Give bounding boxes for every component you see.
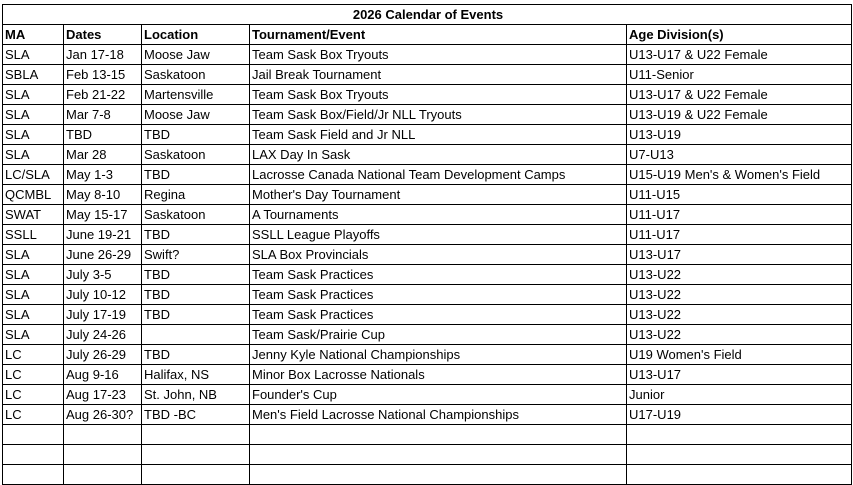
cell-event[interactable] — [250, 445, 627, 465]
cell-age-division[interactable] — [627, 425, 852, 445]
cell-age-division[interactable]: U19 Women's Field — [627, 345, 852, 365]
cell-ma[interactable]: QCMBL — [3, 185, 64, 205]
cell-ma[interactable]: SLA — [3, 105, 64, 125]
cell-dates[interactable]: TBD — [64, 125, 142, 145]
cell-event[interactable]: Team Sask Box/Field/Jr NLL Tryouts — [250, 105, 627, 125]
table-row — [3, 265, 852, 285]
title-row — [3, 5, 852, 25]
cell-age-division[interactable] — [627, 445, 852, 465]
cell-location[interactable] — [142, 465, 250, 485]
header-location[interactable]: Location — [142, 25, 250, 45]
cell-location[interactable]: TBD -BC — [142, 405, 250, 425]
cell-age-division[interactable]: U13-U17 & U22 Female — [627, 45, 852, 65]
cell-dates[interactable] — [64, 425, 142, 445]
table-row — [3, 225, 852, 245]
cell-event[interactable]: Team Sask Practices — [250, 285, 627, 305]
table-row — [3, 125, 852, 145]
cell-event[interactable]: LAX Day In Sask — [250, 145, 627, 165]
cell-age-division[interactable]: U7-U13 — [627, 145, 852, 165]
table-row — [3, 385, 852, 405]
events-calendar-table — [2, 4, 852, 485]
cell-location[interactable]: Saskatoon — [142, 145, 250, 165]
header-ma[interactable]: MA — [3, 25, 64, 45]
cell-event[interactable]: SSLL League Playoffs — [250, 225, 627, 245]
cell-ma[interactable]: SLA — [3, 125, 64, 145]
cell-event[interactable] — [250, 425, 627, 445]
cell-age-division[interactable]: U13-U22 — [627, 325, 852, 345]
cell-location[interactable]: Martensville — [142, 85, 250, 105]
header-event[interactable]: Tournament/Event — [250, 25, 627, 45]
cell-event[interactable]: Jail Break Tournament — [250, 65, 627, 85]
cell-ma[interactable]: SLA — [3, 285, 64, 305]
cell-event[interactable]: A Tournaments — [250, 205, 627, 225]
cell-age-division[interactable]: Junior — [627, 385, 852, 405]
table-row — [3, 325, 852, 345]
calendar-title[interactable]: 2026 Calendar of Events — [3, 5, 852, 25]
cell-age-division[interactable]: U15-U19 Men's & Women's Field — [627, 165, 852, 185]
cell-age-division[interactable]: U13-U19 — [627, 125, 852, 145]
cell-event[interactable]: Team Sask Practices — [250, 265, 627, 285]
cell-age-division[interactable]: U13-U17 & U22 Female — [627, 85, 852, 105]
cell-ma[interactable] — [3, 465, 64, 485]
cell-age-division[interactable]: U11-U17 — [627, 205, 852, 225]
table-row — [3, 365, 852, 385]
cell-ma[interactable]: LC — [3, 405, 64, 425]
cell-dates[interactable]: Feb 21-22 — [64, 85, 142, 105]
cell-ma[interactable]: SLA — [3, 85, 64, 105]
cell-ma[interactable]: SLA — [3, 305, 64, 325]
cell-dates[interactable]: Aug 26-30? — [64, 405, 142, 425]
cell-location[interactable] — [142, 445, 250, 465]
cell-ma[interactable]: SLA — [3, 45, 64, 65]
cell-dates[interactable]: Mar 7-8 — [64, 105, 142, 125]
cell-dates[interactable] — [64, 445, 142, 465]
cell-ma[interactable] — [3, 445, 64, 465]
cell-event[interactable]: Team Sask Box Tryouts — [250, 45, 627, 65]
header-dates[interactable]: Dates — [64, 25, 142, 45]
cell-location[interactable] — [142, 325, 250, 345]
cell-age-division[interactable]: U13-U17 — [627, 245, 852, 265]
cell-ma[interactable]: LC — [3, 345, 64, 365]
cell-dates[interactable]: Aug 17-23 — [64, 385, 142, 405]
table-row — [3, 405, 852, 425]
cell-age-division[interactable]: U13-U19 & U22 Female — [627, 105, 852, 125]
cell-location[interactable]: TBD — [142, 345, 250, 365]
cell-location[interactable]: Moose Jaw — [142, 105, 250, 125]
cell-dates[interactable]: Aug 9-16 — [64, 365, 142, 385]
cell-age-division[interactable]: U13-U22 — [627, 265, 852, 285]
table-row — [3, 145, 852, 165]
table-row — [3, 105, 852, 125]
cell-event[interactable]: Founder's Cup — [250, 385, 627, 405]
cell-age-division[interactable]: U11-U17 — [627, 225, 852, 245]
cell-location[interactable]: Saskatoon — [142, 205, 250, 225]
cell-location[interactable]: TBD — [142, 305, 250, 325]
cell-location[interactable]: TBD — [142, 225, 250, 245]
cell-location[interactable]: TBD — [142, 125, 250, 145]
cell-dates[interactable]: July 24-26 — [64, 325, 142, 345]
table-row — [3, 425, 852, 445]
table-row — [3, 85, 852, 105]
header-age-division[interactable]: Age Division(s) — [627, 25, 852, 45]
header-row — [3, 25, 852, 45]
cell-event[interactable]: Men's Field Lacrosse National Championships — [250, 405, 627, 425]
cell-dates[interactable]: July 3-5 — [64, 265, 142, 285]
cell-event[interactable] — [250, 465, 627, 485]
cell-dates[interactable]: May 8-10 — [64, 185, 142, 205]
cell-dates[interactable]: July 26-29 — [64, 345, 142, 365]
table-row — [3, 165, 852, 185]
cell-event[interactable]: SLA Box Provincials — [250, 245, 627, 265]
table-row — [3, 45, 852, 65]
cell-location[interactable]: Moose Jaw — [142, 45, 250, 65]
table-row — [3, 445, 852, 465]
cell-event[interactable]: Team Sask Field and Jr NLL — [250, 125, 627, 145]
table-row — [3, 245, 852, 265]
cell-dates[interactable]: June 19-21 — [64, 225, 142, 245]
cell-dates[interactable]: Mar 28 — [64, 145, 142, 165]
cell-location[interactable]: Regina — [142, 185, 250, 205]
cell-location[interactable]: Halifax, NS — [142, 365, 250, 385]
cell-event[interactable]: Team Sask Box Tryouts — [250, 85, 627, 105]
cell-age-division[interactable]: U17-U19 — [627, 405, 852, 425]
table-row — [3, 185, 852, 205]
table-row — [3, 285, 852, 305]
cell-ma[interactable]: LC/SLA — [3, 165, 64, 185]
cell-age-division[interactable] — [627, 465, 852, 485]
cell-ma[interactable]: SLA — [3, 245, 64, 265]
cell-age-division[interactable]: U11-Senior — [627, 65, 852, 85]
cell-location[interactable]: TBD — [142, 285, 250, 305]
cell-location[interactable]: Saskatoon — [142, 65, 250, 85]
cell-location[interactable] — [142, 425, 250, 445]
cell-location[interactable]: TBD — [142, 265, 250, 285]
cell-dates[interactable]: May 15-17 — [64, 205, 142, 225]
cell-dates[interactable]: May 1-3 — [64, 165, 142, 185]
table-row — [3, 305, 852, 325]
cell-ma[interactable]: SSLL — [3, 225, 64, 245]
cell-location[interactable]: Swift? — [142, 245, 250, 265]
cell-ma[interactable]: SLA — [3, 325, 64, 345]
cell-event[interactable]: Jenny Kyle National Championships — [250, 345, 627, 365]
cell-dates[interactable]: Feb 13-15 — [64, 65, 142, 85]
cell-ma[interactable]: SWAT — [3, 205, 64, 225]
cell-event[interactable]: Lacrosse Canada National Team Development Camps — [250, 165, 627, 185]
cell-ma[interactable]: LC — [3, 365, 64, 385]
cell-ma[interactable]: SLA — [3, 265, 64, 285]
table-row — [3, 465, 852, 485]
cell-event[interactable]: Mother's Day Tournament — [250, 185, 627, 205]
cell-ma[interactable]: LC — [3, 385, 64, 405]
cell-location[interactable]: TBD — [142, 165, 250, 185]
cell-age-division[interactable]: U11-U15 — [627, 185, 852, 205]
table-row — [3, 205, 852, 225]
cell-dates[interactable]: Jan 17-18 — [64, 45, 142, 65]
cell-dates[interactable]: July 17-19 — [64, 305, 142, 325]
cell-location[interactable]: St. John, NB — [142, 385, 250, 405]
cell-dates[interactable]: July 10-12 — [64, 285, 142, 305]
table-row — [3, 65, 852, 85]
cell-ma[interactable]: SLA — [3, 145, 64, 165]
table-row — [3, 345, 852, 365]
cell-event[interactable]: Team Sask/Prairie Cup — [250, 325, 627, 345]
table-body — [3, 5, 852, 485]
cell-age-division[interactable]: U13-U17 — [627, 365, 852, 385]
cell-ma[interactable] — [3, 425, 64, 445]
cell-age-division[interactable]: U13-U22 — [627, 305, 852, 325]
cell-dates[interactable] — [64, 465, 142, 485]
cell-age-division[interactable]: U13-U22 — [627, 285, 852, 305]
cell-dates[interactable]: June 26-29 — [64, 245, 142, 265]
cell-event[interactable]: Team Sask Practices — [250, 305, 627, 325]
cell-event[interactable]: Minor Box Lacrosse Nationals — [250, 365, 627, 385]
cell-ma[interactable]: SBLA — [3, 65, 64, 85]
